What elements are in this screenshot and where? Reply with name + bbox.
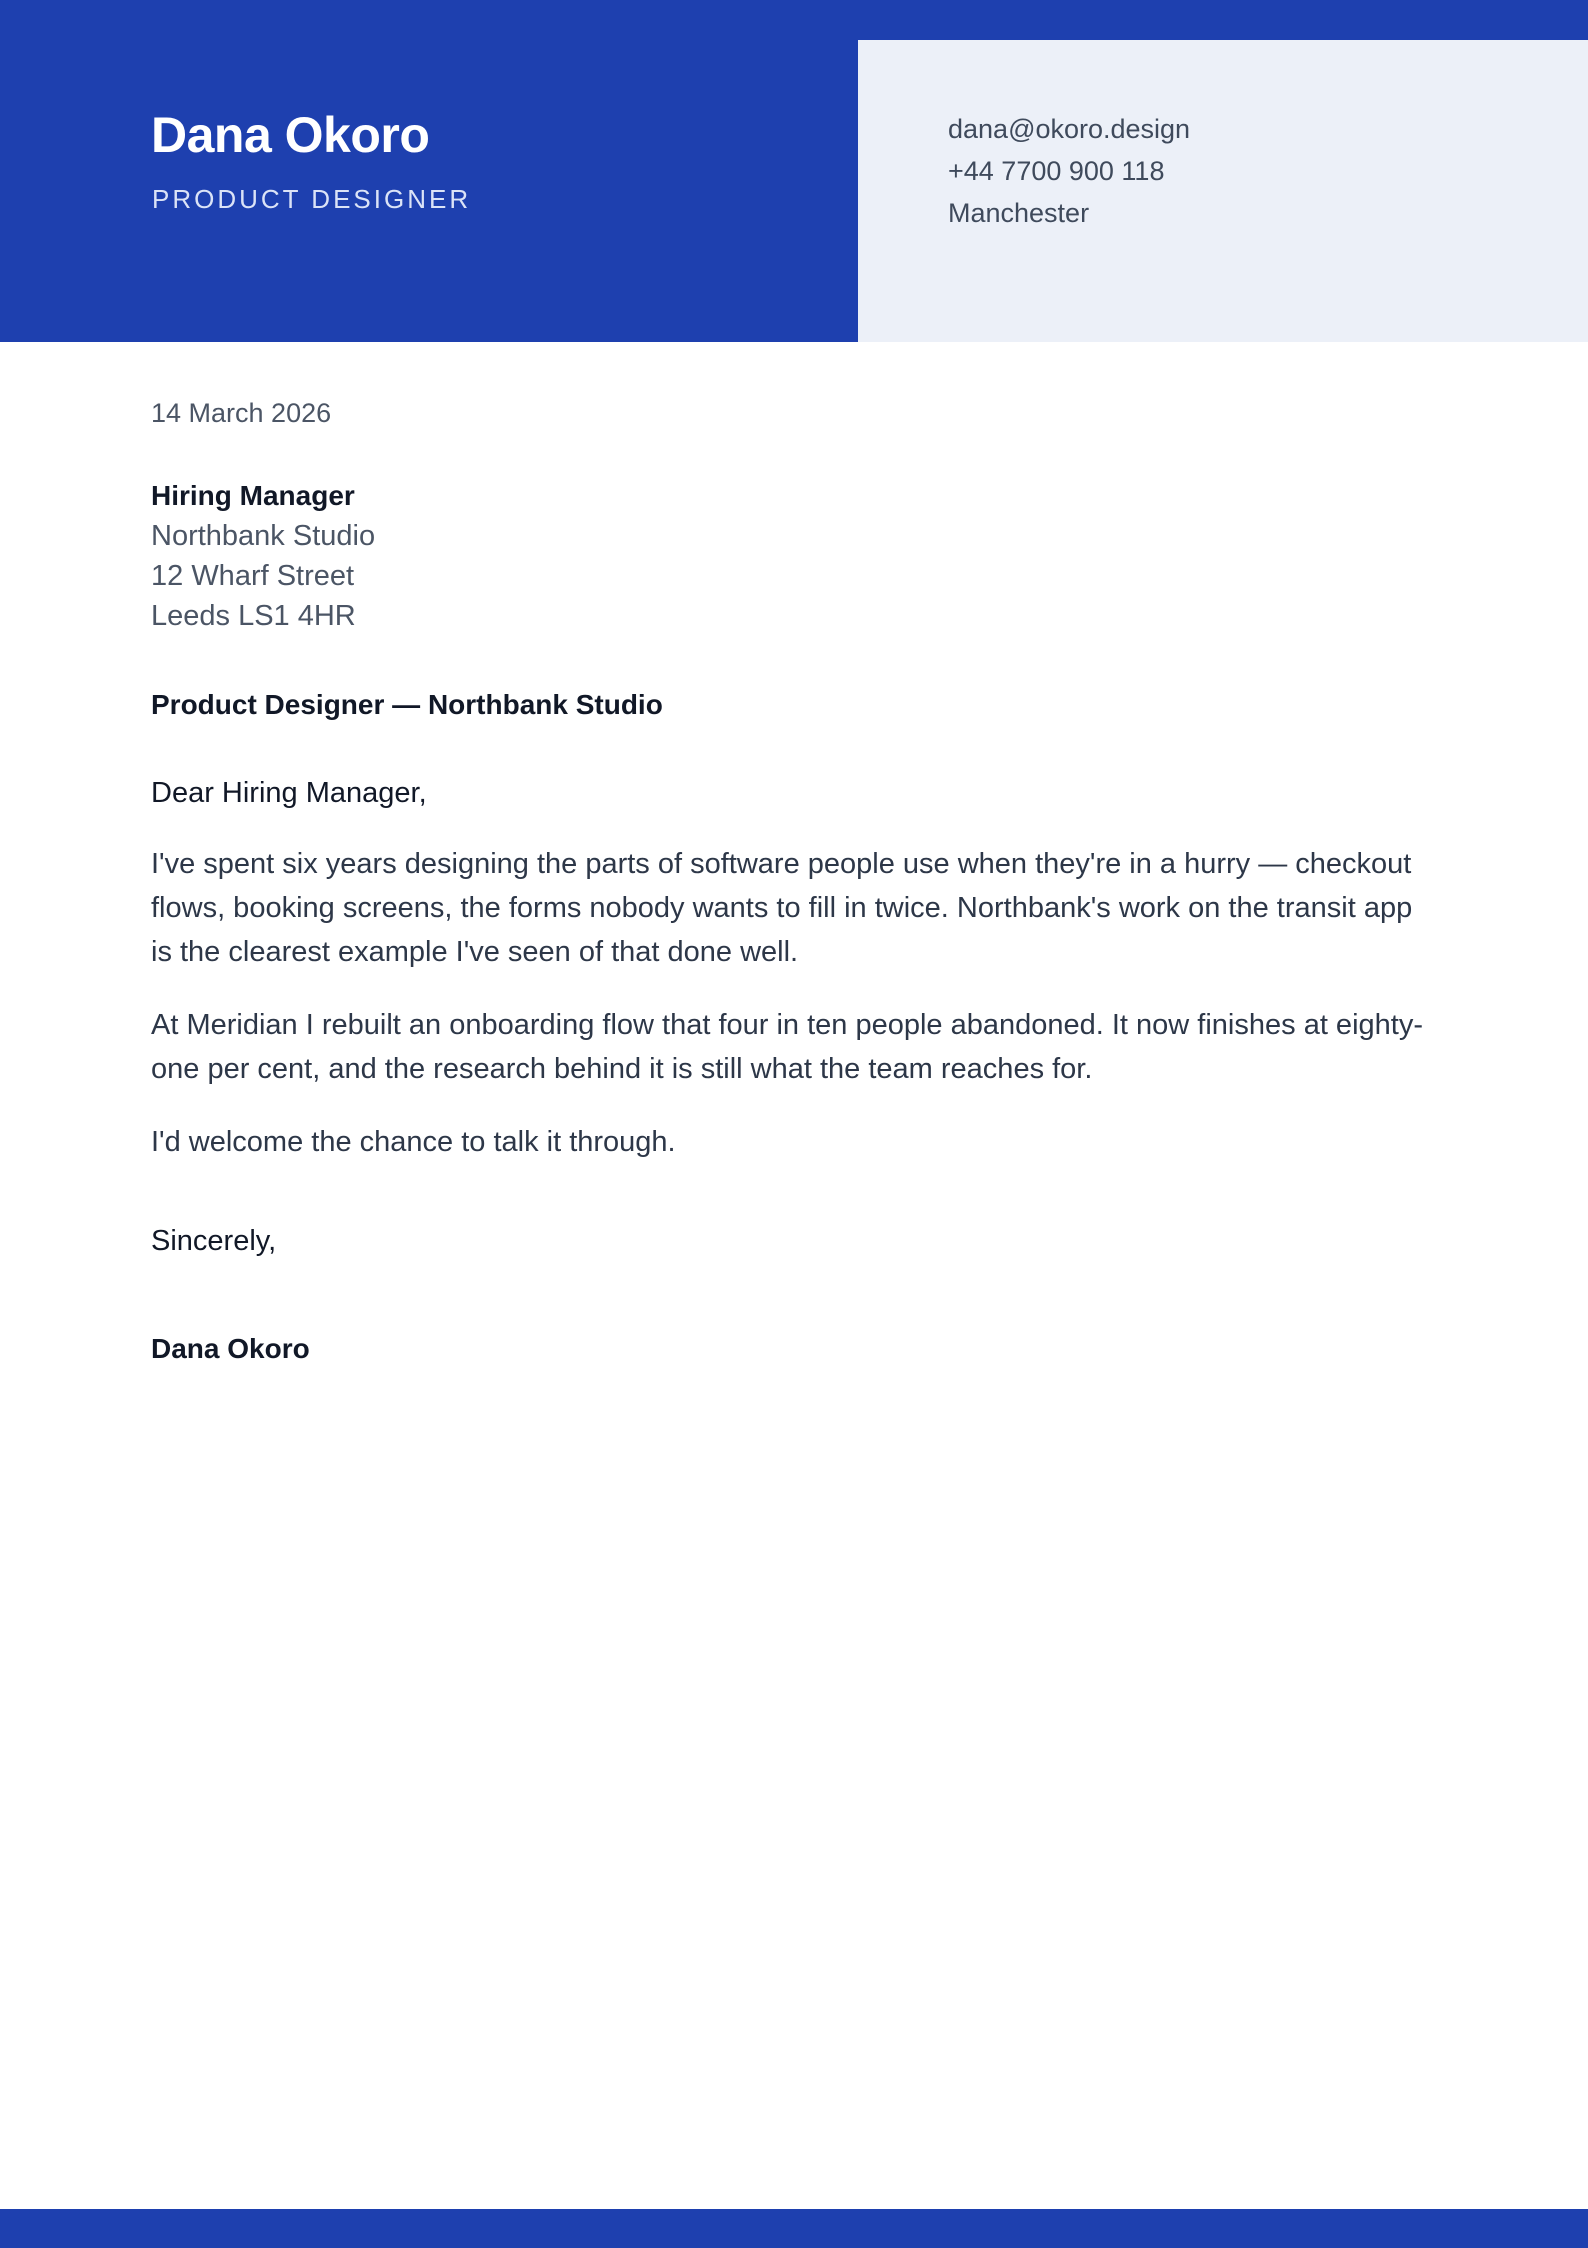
letter-paragraph-3: I'd welcome the chance to talk it through. — [151, 1126, 676, 1158]
recipient-address — [151, 476, 1441, 636]
letterhead — [0, 0, 1588, 342]
contact-panel-top-bar — [858, 0, 1588, 40]
letter-date: 14 March 2026 — [151, 398, 332, 428]
contact-email: dana@okoro.design — [948, 114, 1191, 144]
contact-details — [948, 108, 1190, 234]
letter-subject: Product Designer — Northbank Studio — [151, 689, 663, 720]
sender-name: Dana Okoro — [151, 107, 430, 163]
recipient-company: Northbank Studio — [151, 520, 376, 552]
letterhead-name-panel — [0, 0, 858, 342]
letter-body — [151, 390, 1441, 1370]
contact-phone: +44 7700 900 118 — [948, 156, 1165, 186]
sender-role: PRODUCT DESIGNER — [152, 184, 472, 214]
letter-closing: Sincerely, — [151, 1225, 277, 1257]
letter-paragraph-2: At Meridian I rebuilt an onboarding flow that four in ten people abandoned. It now finishes at eighty-one per cent, and the research behind it is still what the team reaches for. — [151, 1009, 1423, 1085]
footer-bar — [0, 2209, 1588, 2248]
letter-signature: Dana Okoro — [151, 1333, 310, 1364]
letter-paragraph-1: I've spent six years designing the parts of software people use when they're in a hurry — checkout flows, booking screens, the forms nobody wants to fill in twice. Northbank's work on the transit app is the clearest example I've seen of that done well. — [151, 848, 1413, 968]
recipient-city: Leeds LS1 4HR — [151, 600, 356, 632]
recipient-title: Hiring Manager — [151, 480, 355, 511]
recipient-street: 12 Wharf Street — [151, 560, 355, 592]
contact-location: Manchester — [948, 198, 1090, 228]
letter-salutation: Dear Hiring Manager, — [151, 777, 427, 809]
